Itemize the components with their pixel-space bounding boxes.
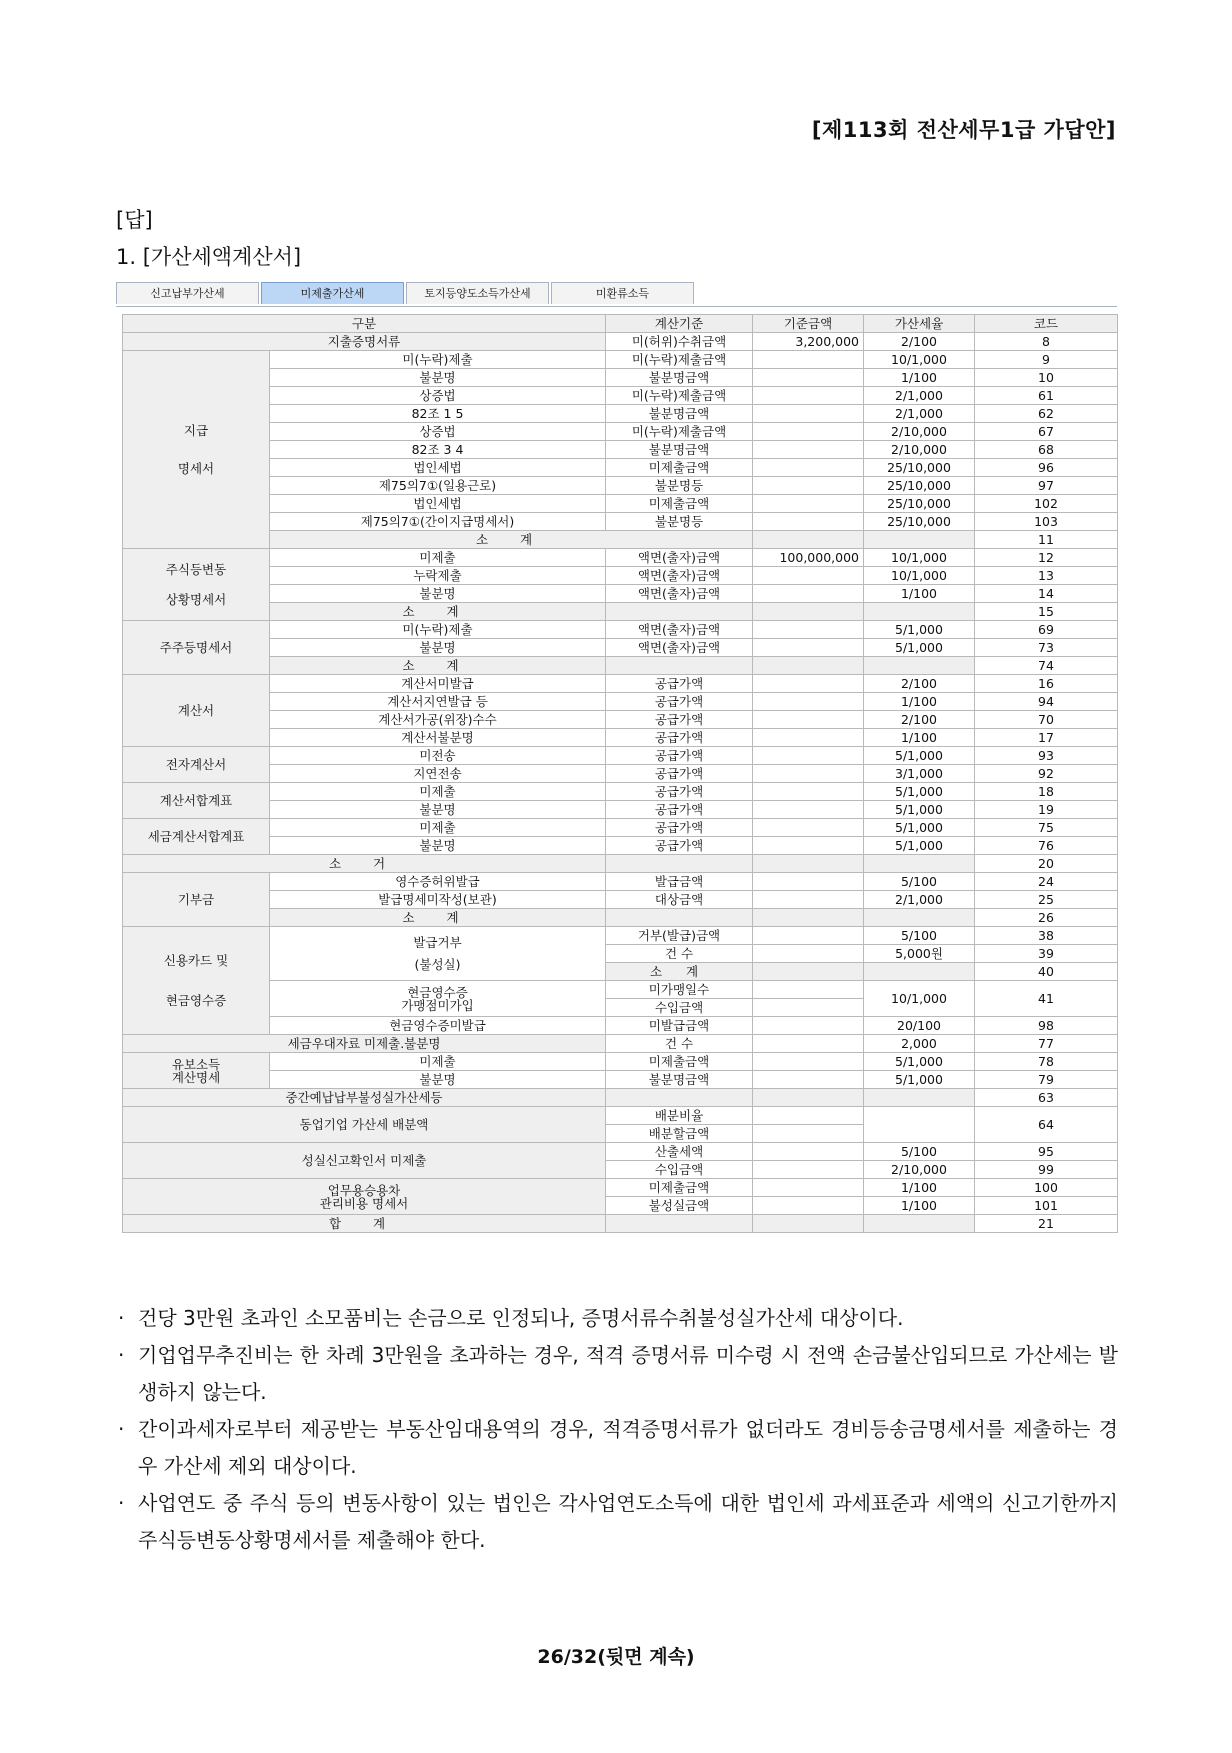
row-code: 13	[975, 567, 1118, 585]
row-code: 19	[975, 801, 1118, 819]
table-row	[123, 837, 1118, 855]
row-rate: 5/1,000	[864, 621, 975, 639]
row-rate: 5/100	[864, 1143, 975, 1161]
row-item: 계산서지연발급 등	[270, 693, 606, 711]
row-basis: 액면(출자)금액	[606, 585, 753, 603]
row-amount[interactable]	[753, 873, 864, 891]
row-rate: 2,000	[864, 1035, 975, 1053]
table-row	[123, 1071, 1118, 1089]
table-row	[123, 585, 1118, 603]
row-amount[interactable]	[753, 693, 864, 711]
row-item: 법인세법	[270, 495, 606, 513]
row-amount[interactable]	[753, 945, 864, 963]
row-rate: 10/1,000	[864, 549, 975, 567]
row-basis: 공급가액	[606, 765, 753, 783]
group-payment-statement: 지급 명세서	[123, 351, 270, 549]
table-row	[123, 693, 1118, 711]
row-rate: 5/1,000	[864, 1053, 975, 1071]
row-rate: 2/10,000	[864, 441, 975, 459]
row-code: 40	[975, 963, 1118, 981]
row-basis: 산출세액	[606, 1143, 753, 1161]
row-amount[interactable]	[753, 999, 864, 1017]
tab-divider	[116, 306, 1117, 307]
row-amount[interactable]	[753, 765, 864, 783]
row-item: 제75의7①(일용근로)	[270, 477, 606, 495]
page-footer: 26/32(뒷면 계속)	[537, 1646, 695, 1668]
row-rate: 2/1,000	[864, 891, 975, 909]
subtotal-label: 소 계	[270, 603, 606, 621]
row-code: 70	[975, 711, 1118, 729]
row-amount[interactable]	[753, 441, 864, 459]
row-item: 미전송	[270, 747, 606, 765]
row-amount[interactable]	[753, 837, 864, 855]
row-rate: 1/100	[864, 1197, 975, 1215]
row-code: 14	[975, 585, 1118, 603]
row-code: 103	[975, 513, 1118, 531]
row-item: 불분명	[270, 1071, 606, 1089]
row-code: 26	[975, 909, 1118, 927]
tab-report-payment-penalty[interactable]: 신고납부가산세	[116, 282, 259, 304]
row-code: 100	[975, 1179, 1118, 1197]
table-row	[123, 549, 1118, 567]
row-rate: 25/10,000	[864, 513, 975, 531]
row-code: 98	[975, 1017, 1118, 1035]
row-basis: 미(누락)제출금액	[606, 387, 753, 405]
row-amount[interactable]: 100,000,000	[753, 549, 864, 567]
row-rate: 10/1,000	[864, 981, 975, 1017]
table-row	[123, 459, 1118, 477]
row-amount[interactable]: 3,200,000	[753, 333, 864, 351]
note-item: · 건당 3만원 초과인 소모품비는 손금으로 인정되나, 증명서류수취불성실가산세 대상이다.	[118, 1300, 1118, 1337]
row-basis: 건 수	[606, 945, 753, 963]
table-row	[123, 765, 1118, 783]
subtotal-row	[123, 909, 1118, 927]
row-amount[interactable]	[753, 1161, 864, 1179]
row-rate: 5/1,000	[864, 639, 975, 657]
row-rate: 2/100	[864, 333, 975, 351]
row-basis: 공급가액	[606, 819, 753, 837]
table-row	[123, 513, 1118, 531]
row-item-issue-refusal: 발급거부 (불성실)	[270, 927, 606, 981]
row-amount[interactable]	[753, 675, 864, 693]
row-rate: 1/100	[864, 693, 975, 711]
group-stock-change-statement: 주식등변동 상황명세서	[123, 549, 270, 621]
table-row	[123, 927, 1118, 945]
row-basis: 공급가액	[606, 837, 753, 855]
row-amount[interactable]	[753, 387, 864, 405]
row-basis: 발급금액	[606, 873, 753, 891]
row-rate: 2/100	[864, 711, 975, 729]
row-item: 미제출	[270, 783, 606, 801]
row-code: 78	[975, 1053, 1118, 1071]
row-basis: 미(누락)제출금액	[606, 423, 753, 441]
table-header-row	[123, 315, 1118, 333]
row-rate: 2/10,000	[864, 423, 975, 441]
row-item: 미제출	[270, 819, 606, 837]
group-tax-invoice-summary: 세금계산서합계표	[123, 819, 270, 855]
row-basis: 공급가액	[606, 747, 753, 765]
table-row	[123, 747, 1118, 765]
tab-unreturned-income[interactable]: 미환류소득	[551, 282, 694, 304]
row-basis: 공급가액	[606, 711, 753, 729]
subtotal-label: 소 계	[270, 909, 606, 927]
table-row	[123, 1089, 1118, 1107]
row-amount[interactable]	[753, 783, 864, 801]
row-code: 96	[975, 459, 1118, 477]
row-code: 69	[975, 621, 1118, 639]
row-rate: 1/100	[864, 585, 975, 603]
row-rate: 3/1,000	[864, 765, 975, 783]
row-code: 11	[975, 531, 1118, 549]
row-code: 64	[975, 1107, 1118, 1143]
row-code: 38	[975, 927, 1118, 945]
row-rate: 5/100	[864, 873, 975, 891]
row-amount[interactable]	[753, 351, 864, 369]
tab-land-transfer-penalty[interactable]: 토지등양도소득가산세	[406, 282, 549, 304]
col-header-rate: 가산세율	[864, 315, 975, 333]
row-amount[interactable]	[753, 639, 864, 657]
row-basis: 대상금액	[606, 891, 753, 909]
row-code: 99	[975, 1161, 1118, 1179]
row-code: 101	[975, 1197, 1118, 1215]
table-row	[123, 1143, 1118, 1161]
bullet-marker: ·	[118, 1417, 125, 1441]
row-code: 20	[975, 855, 1118, 873]
table-row	[123, 405, 1118, 423]
table-row	[123, 891, 1118, 909]
table-row	[123, 1179, 1118, 1197]
row-code: 12	[975, 549, 1118, 567]
table-row	[123, 369, 1118, 387]
group-shareholder-statement: 주주등명세서	[123, 621, 270, 675]
table-row	[123, 1107, 1118, 1125]
row-basis: 불분명등	[606, 477, 753, 495]
row-amount[interactable]	[753, 567, 864, 585]
row-amount[interactable]	[753, 1017, 864, 1035]
row-basis: 수입금액	[606, 1161, 753, 1179]
row-item: 미(누락)제출	[270, 351, 606, 369]
group-invoice: 계산서	[123, 675, 270, 747]
table-row	[123, 621, 1118, 639]
table-row	[123, 441, 1118, 459]
row-item: 지연전송	[270, 765, 606, 783]
row-item: 법인세법	[270, 459, 606, 477]
bullet-marker: ·	[118, 1343, 125, 1367]
row-basis: 액면(출자)금액	[606, 549, 753, 567]
table-row	[123, 387, 1118, 405]
row-rate: 25/10,000	[864, 495, 975, 513]
group-retained-income: 유보소득 계산명세	[123, 1053, 270, 1089]
answer-label: [답]	[116, 208, 153, 232]
explanation-notes	[118, 1300, 1118, 1559]
row-item: 영수증허위발급	[270, 873, 606, 891]
row-basis: 미가맹일수	[606, 981, 753, 999]
row-item: 불분명	[270, 837, 606, 855]
row-code: 94	[975, 693, 1118, 711]
row-basis: 배분할금액	[606, 1125, 753, 1143]
col-header-category: 구분	[123, 315, 606, 333]
row-item: 제75의7①(간이지급명세서)	[270, 513, 606, 531]
subtotal-row	[123, 855, 1118, 873]
section-title: 1. [가산세액계산서]	[116, 245, 302, 269]
row-amount[interactable]	[753, 927, 864, 945]
col-header-basis: 계산기준	[606, 315, 753, 333]
total-label: 합 계	[123, 1215, 606, 1233]
row-rate: 5/1,000	[864, 1071, 975, 1089]
row-basis: 공급가액	[606, 675, 753, 693]
row-rate: 5/1,000	[864, 801, 975, 819]
table-row	[123, 783, 1118, 801]
row-amount[interactable]	[753, 1107, 864, 1125]
row-basis: 공급가액	[606, 693, 753, 711]
row-code: 41	[975, 981, 1118, 1017]
row-code: 77	[975, 1035, 1118, 1053]
subtotal-label: 소 계	[270, 657, 606, 675]
row-rate: 5/1,000	[864, 837, 975, 855]
row-code: 68	[975, 441, 1118, 459]
row-basis: 불성실금액	[606, 1197, 753, 1215]
subtotal-row	[123, 603, 1118, 621]
row-basis: 미제출금액	[606, 1053, 753, 1071]
row-label: 업무용승용차 관리비용 명세서	[123, 1179, 606, 1215]
row-basis: 공급가액	[606, 801, 753, 819]
table-row	[123, 567, 1118, 585]
row-amount[interactable]	[753, 459, 864, 477]
row-item: 82조 1 5	[270, 405, 606, 423]
row-amount[interactable]	[753, 1143, 864, 1161]
row-code: 17	[975, 729, 1118, 747]
col-header-code: 코드	[975, 315, 1118, 333]
subtotal-row	[123, 657, 1118, 675]
group-invoice-summary: 계산서합계표	[123, 783, 270, 819]
row-code: 74	[975, 657, 1118, 675]
row-basis: 미(허위)수취금액	[606, 333, 753, 351]
row-code: 10	[975, 369, 1118, 387]
note-item: · 사업연도 중 주식 등의 변동사항이 있는 법인은 각사업연도소득에 대한 법인세 과세표준과 세액의 신고기한까지 주식등변동상황명세서를 제출해야 한다.	[118, 1485, 1118, 1559]
row-item: 발급명세미작성(보관)	[270, 891, 606, 909]
row-amount[interactable]	[753, 1053, 864, 1071]
row-code: 8	[975, 333, 1118, 351]
row-amount[interactable]	[753, 405, 864, 423]
row-basis: 불분명금액	[606, 369, 753, 387]
table-row	[123, 873, 1118, 891]
row-code: 67	[975, 423, 1118, 441]
row-item: 불분명	[270, 801, 606, 819]
row-amount[interactable]	[753, 1179, 864, 1197]
row-label: 중간예납납부불성실가산세등	[123, 1089, 606, 1107]
row-rate: 5,000원	[864, 945, 975, 963]
row-basis: 불분명금액	[606, 1071, 753, 1089]
row-basis: 미발급금액	[606, 1017, 753, 1035]
row-basis: 액면(출자)금액	[606, 639, 753, 657]
penalty-calculation-table	[122, 314, 1118, 1233]
row-item: 불분명	[270, 369, 606, 387]
table-row	[123, 981, 1118, 999]
row-amount[interactable]	[753, 747, 864, 765]
table-row	[123, 819, 1118, 837]
row-code: 102	[975, 495, 1118, 513]
table-row	[123, 639, 1118, 657]
row-code: 63	[975, 1089, 1118, 1107]
row-basis: 배분비율	[606, 1107, 753, 1125]
table-row	[123, 495, 1118, 513]
row-code: 18	[975, 783, 1118, 801]
row-code: 79	[975, 1071, 1118, 1089]
table-row	[123, 333, 1118, 351]
row-code: 97	[975, 477, 1118, 495]
row-basis: 수입금액	[606, 999, 753, 1017]
group-credit-card-cash-receipt: 신용카드 및 현금영수증	[123, 927, 270, 1035]
row-rate	[864, 1107, 975, 1143]
table-row	[123, 1017, 1118, 1035]
table-row	[123, 423, 1118, 441]
total-row	[123, 1215, 1118, 1233]
row-rate: 10/1,000	[864, 567, 975, 585]
note-item: · 기업업무추진비는 한 차례 3만원을 초과하는 경우, 적격 증명서류 미수령 시 전액 손금불산입되므로 가산세는 발생하지 않는다.	[118, 1337, 1118, 1411]
row-amount[interactable]	[753, 1197, 864, 1215]
table-row	[123, 1053, 1118, 1071]
table-row	[123, 351, 1118, 369]
row-code: 9	[975, 351, 1118, 369]
row-label: 세금우대자료 미제출.불분명	[123, 1035, 606, 1053]
row-amount[interactable]	[753, 495, 864, 513]
row-amount[interactable]	[753, 423, 864, 441]
table-row	[123, 711, 1118, 729]
row-code: 76	[975, 837, 1118, 855]
row-rate: 5/1,000	[864, 747, 975, 765]
row-amount[interactable]	[753, 1071, 864, 1089]
subtotal-label: 소 계	[270, 531, 753, 549]
row-code: 95	[975, 1143, 1118, 1161]
row-item: 불분명	[270, 585, 606, 603]
row-basis: 공급가액	[606, 729, 753, 747]
table-row	[123, 729, 1118, 747]
row-amount[interactable]	[753, 729, 864, 747]
row-amount[interactable]	[753, 513, 864, 531]
row-rate: 2/1,000	[864, 387, 975, 405]
row-amount[interactable]	[753, 1125, 864, 1143]
row-code: 62	[975, 405, 1118, 423]
row-code: 73	[975, 639, 1118, 657]
row-amount[interactable]	[753, 477, 864, 495]
row-amount[interactable]	[753, 801, 864, 819]
table-row	[123, 1035, 1118, 1053]
row-code: 25	[975, 891, 1118, 909]
table-row	[123, 477, 1118, 495]
row-rate: 1/100	[864, 729, 975, 747]
document-header-title: [제113회 전산세무1급 가답안]	[811, 118, 1116, 142]
row-basis: 미제출금액	[606, 459, 753, 477]
row-amount[interactable]	[753, 585, 864, 603]
group-donation: 기부금	[123, 873, 270, 927]
row-rate: 2/1,000	[864, 405, 975, 423]
subtotal-row	[123, 531, 1118, 549]
row-item: 누락제출	[270, 567, 606, 585]
row-amount[interactable]	[753, 891, 864, 909]
row-item-merchant-not-joined: 현금영수증 가맹점미가입	[270, 981, 606, 1017]
row-rate: 25/10,000	[864, 459, 975, 477]
row-item: 미(누락)제출	[270, 621, 606, 639]
row-basis: 불분명등	[606, 513, 753, 531]
row-code: 16	[975, 675, 1118, 693]
bullet-marker: ·	[118, 1306, 125, 1330]
subtotal-label: 소 거	[123, 855, 606, 873]
tab-bar	[116, 282, 696, 306]
row-amount[interactable]	[753, 369, 864, 387]
row-item: 계산서가공(위장)수수	[270, 711, 606, 729]
note-item: · 간이과세자로부터 제공받는 부동산임대용역의 경우, 적격증명서류가 없더라도 경비등송금명세서를 제출하는 경우 가산세 제외 대상이다.	[118, 1411, 1118, 1485]
row-label: 지출증명서류	[123, 333, 606, 351]
row-code: 15	[975, 603, 1118, 621]
row-item: 상증법	[270, 423, 606, 441]
row-code: 61	[975, 387, 1118, 405]
row-item: 계산서불분명	[270, 729, 606, 747]
row-basis: 미제출금액	[606, 495, 753, 513]
bullet-marker: ·	[118, 1491, 125, 1515]
table-row	[123, 801, 1118, 819]
row-code: 75	[975, 819, 1118, 837]
row-code: 93	[975, 747, 1118, 765]
row-amount[interactable]	[753, 981, 864, 999]
row-rate: 10/1,000	[864, 351, 975, 369]
row-amount[interactable]	[753, 819, 864, 837]
group-e-invoice: 전자계산서	[123, 747, 270, 783]
row-code: 92	[975, 765, 1118, 783]
row-rate: 2/10,000	[864, 1161, 975, 1179]
row-basis: 건 수	[606, 1035, 753, 1053]
row-basis: 액면(출자)금액	[606, 621, 753, 639]
row-label: 성실신고확인서 미제출	[123, 1143, 606, 1179]
row-basis: 소 계	[606, 963, 753, 981]
row-basis: 불분명금액	[606, 405, 753, 423]
row-rate: 2/100	[864, 675, 975, 693]
row-amount[interactable]	[753, 711, 864, 729]
row-basis: 공급가액	[606, 783, 753, 801]
row-code: 21	[975, 1215, 1118, 1233]
row-basis: 미제출금액	[606, 1179, 753, 1197]
row-rate: 1/100	[864, 1179, 975, 1197]
row-rate: 5/1,000	[864, 783, 975, 801]
tab-non-submission-penalty[interactable]: 미제출가산세	[261, 282, 404, 304]
row-item: 불분명	[270, 639, 606, 657]
row-rate: 20/100	[864, 1017, 975, 1035]
row-item: 미제출	[270, 549, 606, 567]
row-rate: 25/10,000	[864, 477, 975, 495]
row-rate: 5/100	[864, 927, 975, 945]
row-item: 현금영수증미발급	[270, 1017, 606, 1035]
row-basis: 불분명금액	[606, 441, 753, 459]
row-rate: 5/1,000	[864, 819, 975, 837]
row-item: 미제출	[270, 1053, 606, 1071]
table-row	[123, 675, 1118, 693]
row-amount[interactable]	[753, 621, 864, 639]
row-basis: 액면(출자)금액	[606, 567, 753, 585]
row-basis: 미(누락)제출금액	[606, 351, 753, 369]
row-code: 24	[975, 873, 1118, 891]
row-code: 39	[975, 945, 1118, 963]
row-rate: 1/100	[864, 369, 975, 387]
col-header-amount: 기준금액	[753, 315, 864, 333]
row-label: 동업기업 가산세 배분액	[123, 1107, 606, 1143]
row-basis: 거부(발급)금액	[606, 927, 753, 945]
row-item: 82조 3 4	[270, 441, 606, 459]
row-item: 계산서미발급	[270, 675, 606, 693]
row-item: 상증법	[270, 387, 606, 405]
row-amount[interactable]	[753, 1035, 864, 1053]
